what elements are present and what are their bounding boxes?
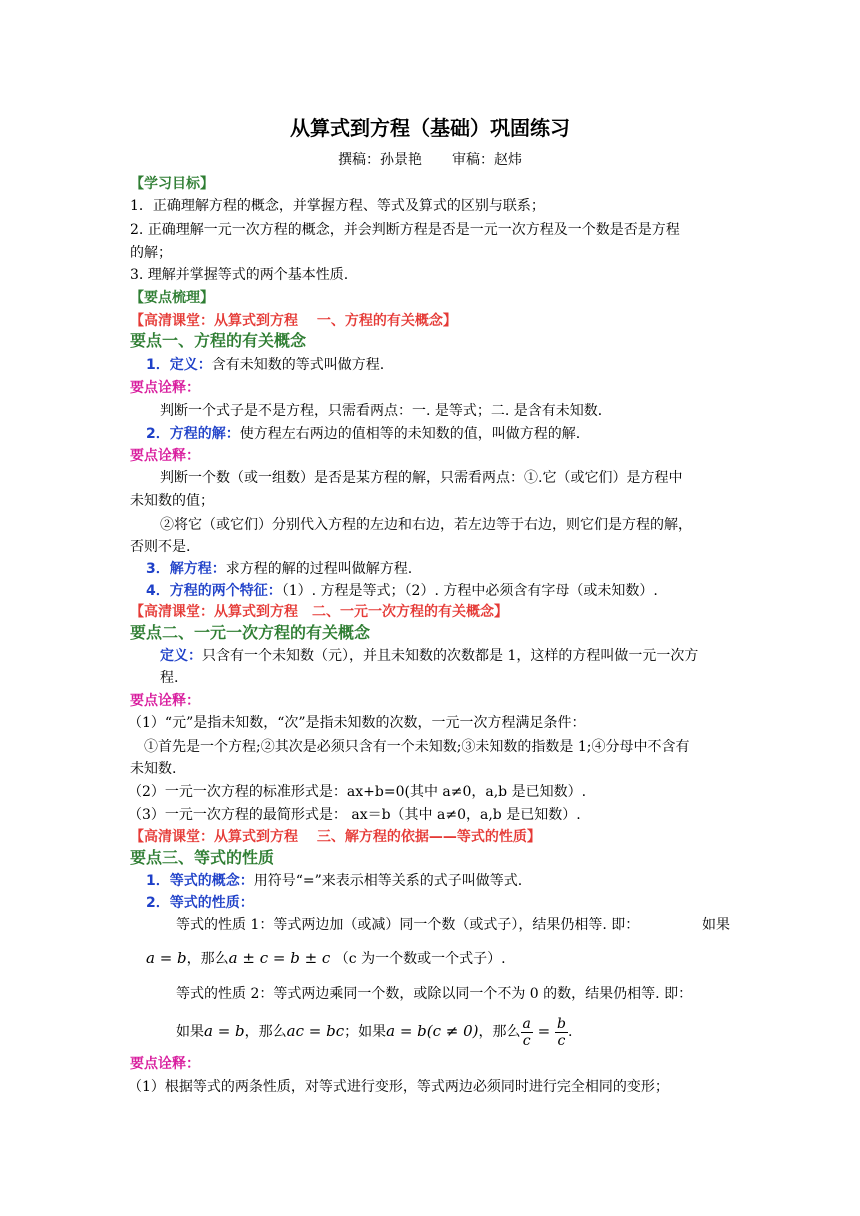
property-1-note: （c 为一个数或一个式子）. [334, 951, 506, 967]
note-text: （1）根据等式的两条性质，对等式进行变形，等式两边必须同时进行完全相同的变形； [128, 1079, 669, 1095]
solution-text: 使方程左右两边的值相等的未知数的值，叫做方程的解. [239, 426, 581, 442]
property-1-formula [146, 948, 506, 969]
definition-2-text-cont: 程. [160, 670, 179, 686]
equality-concept-label: 1．等式的概念： [146, 873, 254, 889]
note-text: 未知数的值； [130, 493, 214, 509]
note-text: （1）“元”是指未知数，“次”是指未知数的次数，一元一次方程满足条件： [128, 715, 586, 731]
equality-properties-label: 2．等式的性质： [146, 895, 254, 911]
solution-line [146, 424, 580, 444]
then-text: ，那么 [186, 951, 229, 967]
numerator: a [522, 1015, 531, 1032]
formula-a-eq-b-c-ne-0: a = b(c ≠ 0) [386, 1022, 479, 1040]
features-line [146, 581, 658, 601]
note-text: 未知数. [130, 761, 177, 777]
goal-item: 的解； [130, 245, 172, 261]
formula-a-eq-b: a = b [204, 1022, 245, 1040]
period: . [567, 1024, 573, 1040]
definition-line [146, 355, 384, 375]
definition-2-line [160, 646, 698, 666]
fraction-b-over-c [555, 1016, 568, 1049]
property-1-text: 等式的性质 1：等式两边加（或减）同一个数（或式子），结果仍相等. 即： [176, 917, 640, 933]
note-label: 要点诠释： [130, 448, 200, 464]
solution-label: 2．方程的解： [146, 426, 240, 442]
features-text: （1）. 方程是等式；（2）. 方程中必须含有字母（或未知数）. [281, 583, 658, 599]
lecture-link-2[interactable]: 【高清课堂：从算式到方程 二、一元一次方程的有关概念】 [130, 604, 508, 620]
note-text: 否则不是. [130, 539, 191, 555]
authors-line [0, 150, 860, 170]
denominator: c [557, 1032, 566, 1049]
note-text: （3）一元一次方程的最简形式是： ax＝b（其中 a≠0，a,b 是已知数）. [128, 807, 581, 823]
property-2-formula: 如果a = b，那么ac = bc；如果a = b(c ≠ 0)，那么 $\frac{a}{c}$ = $\frac{b}{c}$ . [176, 1015, 573, 1049]
note-text: 判断一个数（或一组数）是否是某方程的解，只需看两点：①.它（或它们）是方程中 [160, 470, 683, 486]
definition-2-text: 只含有一个未知数（元），并且未知数的次数都是 1，这样的方程叫做一元一次方 [202, 648, 699, 664]
goal-item: 3. 理解并掌握等式的两个基本性质. [130, 267, 349, 283]
lecture-link-1[interactable]: 【高清课堂：从算式到方程 一、方程的有关概念】 [130, 313, 457, 329]
goal-item: 1．正确理解方程的概念，并掌握方程、等式及算式的区别与联系； [130, 198, 545, 214]
summary-heading: 【要点梳理】 [130, 290, 214, 306]
property-2-text: 等式的性质 2：等式两边乘同一个数，或除以同一个不为 0 的数，结果仍相等. 即： [176, 986, 693, 1002]
goal-item: 2. 正确理解一元一次方程的概念，并会判断方程是否是一元一次方程及一个数是否是方程 [130, 222, 680, 238]
note-label: 要点诠释： [130, 1056, 200, 1072]
note-text: （2）一元一次方程的标准形式是：ax+b=0(其中 a≠0，a,b 是已知数）. [128, 784, 587, 800]
page-title: 从算式到方程（基础）巩固练习 [290, 116, 570, 140]
definition-text: 含有未知数的等式叫做方程. [211, 357, 385, 373]
if-text: 如果 [176, 1024, 204, 1040]
definition-2-label: 定义： [160, 648, 202, 664]
denominator: c [522, 1032, 531, 1049]
formula-a-pm-c: a ± c = b ± c [228, 949, 331, 967]
numerator: b [556, 1015, 566, 1032]
lecture-link-3[interactable]: 【高清课堂：从算式到方程 三、解方程的依据——等式的性质】 [130, 829, 541, 845]
note-label: 要点诠释： [130, 693, 200, 709]
then-text: ，那么 [244, 1024, 287, 1040]
goals-heading: 【学习目标】 [130, 176, 214, 192]
then-text: ，那么 [478, 1024, 521, 1040]
writer: 撰稿：孙景艳 [338, 152, 422, 168]
equality-concept-line [146, 871, 522, 891]
if-text: ；如果 [344, 1024, 387, 1040]
formula-ac-eq-bc: ac = bc [286, 1022, 345, 1040]
note-text: ②将它（或它们）分别代入方程的左边和右边，若左边等于右边，则它们是方程的解， [160, 517, 692, 533]
formula-a-eq-b: a = b [146, 949, 187, 967]
note-text: ①首先是一个方程;②其次是必须只含有一个未知数;③未知数的指数是 1;④分母中不含有 [144, 739, 690, 755]
solve-text: 求方程的解的过程叫做解方程. [225, 561, 413, 577]
features-label: 4．方程的两个特征： [146, 583, 282, 599]
reviewer: 审稿：赵炜 [452, 152, 522, 168]
definition-label: 1．定义： [146, 357, 212, 373]
fraction-a-over-c [521, 1016, 533, 1049]
note-text: 判断一个式子是不是方程，只需看两点：一. 是等式；二. 是含有未知数． [160, 403, 612, 419]
solve-line [146, 559, 412, 579]
solve-label: 3．解方程： [146, 561, 226, 577]
equality-concept-text: 用符号“=”来表示相等关系的式子叫做等式. [253, 873, 523, 889]
section-2-heading: 要点二、一元一次方程的有关概念 [130, 623, 371, 642]
section-1-heading: 要点一、方程的有关概念 [130, 331, 307, 350]
note-label: 要点诠释： [130, 380, 200, 396]
section-3-heading: 要点三、等式的性质 [130, 848, 275, 867]
property-1-if: 如果 [702, 917, 730, 933]
